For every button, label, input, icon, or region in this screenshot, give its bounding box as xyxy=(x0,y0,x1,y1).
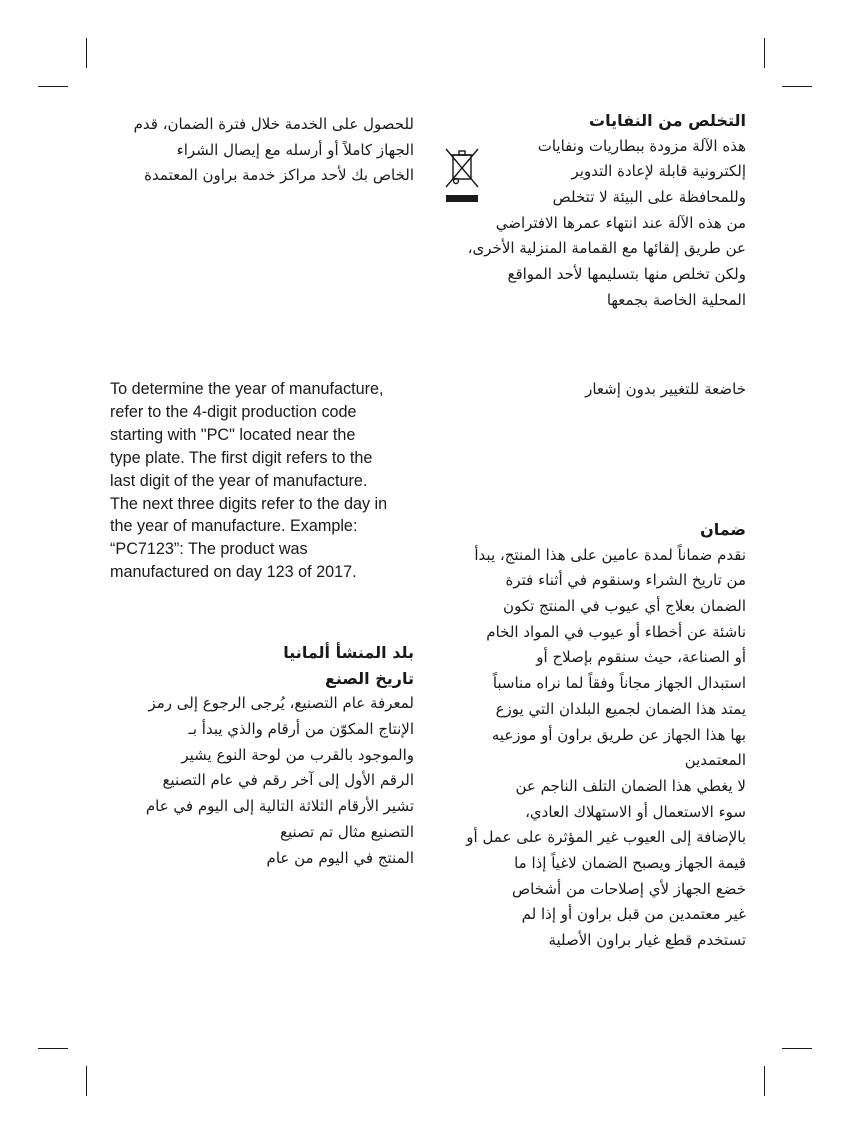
origin-section xyxy=(108,640,414,871)
warranty-title: ضمان xyxy=(700,520,746,539)
crossed-out-wheelie-bin-icon xyxy=(444,145,480,205)
manufacture-en-line: “PC7123”: The product was xyxy=(110,540,308,559)
origin-line: لمعرفة عام التصنيع، يُرجى الرجوع إلى رمز xyxy=(148,694,414,713)
disposal-title: التخلص من النفايات xyxy=(589,111,746,130)
warranty-section xyxy=(436,517,746,954)
manufacture-en-line: starting with "PC" located near the xyxy=(110,425,356,444)
origin-line: تشير الأرقام الثلاثة التالية إلى اليوم في عام xyxy=(145,797,414,816)
crop-mark xyxy=(764,38,765,68)
service-section xyxy=(108,112,414,189)
service-line: الخاص بك لأحد مراكز خدمة براون المعتمدة xyxy=(144,166,414,185)
crop-mark xyxy=(38,1048,68,1049)
warranty-line: بالإضافة إلى العيوب غير المؤثرة على عمل أو xyxy=(466,828,746,847)
warranty-line: غير معتمدين من قبل براون أو إذا لم xyxy=(521,905,746,924)
crop-mark xyxy=(782,1048,812,1049)
manufacture-en-line: To determine the year of manufacture, xyxy=(110,380,384,398)
service-line: للحصول على الخدمة خلال فترة الضمان، قدم xyxy=(133,115,414,133)
manufacture-en-line: type plate. The first digit refers to the xyxy=(110,448,373,467)
disposal-line: عن طريق إلقائها مع القمامة المنزلية الأخرى، xyxy=(467,239,746,258)
origin-line: والموجود بالقرب من لوحة النوع يشير xyxy=(181,745,414,764)
service-line: الجهاز كاملاً أو أرسله مع إيصال الشراء xyxy=(176,140,414,159)
origin-line: المنتج في اليوم من عام xyxy=(266,848,414,867)
warranty-line: نقدم ضماناً لمدة عامين على هذا المنتج، يبدأ xyxy=(474,545,746,564)
origin-date-title: تاريخ الصنع xyxy=(324,668,414,688)
crop-mark xyxy=(86,38,87,68)
crop-mark xyxy=(764,1066,765,1096)
warranty-line: أو الصناعة، حيث سنقوم بإصلاح أو xyxy=(536,648,746,667)
crop-mark xyxy=(782,86,812,87)
manufacture-en-line: last digit of the year of manufacture. xyxy=(110,471,368,490)
warranty-line: يمتد هذا الضمان لجميع البلدان التي يوزع xyxy=(495,699,746,718)
origin-country: بلد المنشأ ألمانيا xyxy=(283,643,414,662)
disposal-line: من هذه الآلة عند انتهاء عمرها الافتراضي xyxy=(495,213,746,232)
manufacture-en-line: The next three digits refer to the day in xyxy=(110,494,388,513)
warranty-line: ناشئة عن أخطاء أو عيوب في المواد الخام xyxy=(486,622,746,641)
origin-line: الرقم الأول إلى آخر رقم في عام التصنيع xyxy=(162,771,414,790)
disposal-line: ولكن تخلص منها بتسليمها لأحد المواقع xyxy=(507,265,746,284)
warranty-line: استبدال الجهاز مجاناً وفقاً لما نراه مناسباً xyxy=(492,674,746,693)
disposal-line: إلكترونية قابلة لإعادة التدوير xyxy=(571,162,746,181)
disposal-line: هذه الآلة مزودة ببطاريات ونفايات xyxy=(537,136,746,155)
manufacture-en-line: manufactured on day 123 of 2017. xyxy=(110,563,357,582)
origin-line: التصنيع مثال تم تصنيع xyxy=(279,822,414,841)
warranty-line: بها هذا الجهاز عن طريق براون أو موزعيه xyxy=(491,725,746,744)
disposal-section xyxy=(436,108,746,314)
warranty-line: الضمان بعلاج أي عيوب في المنتج تكون xyxy=(503,597,746,616)
warranty-line: قيمة الجهاز ويصبح الضمان لاغياً إذا ما xyxy=(514,853,746,872)
warranty-line: من تاريخ الشراء وسنقوم في أثناء فترة xyxy=(505,571,746,590)
manufacture-en-line: the year of manufacture. Example: xyxy=(110,517,358,536)
crop-mark xyxy=(38,86,68,87)
crop-mark xyxy=(86,1066,87,1096)
warranty-line: تستخدم قطع غيار براون الأصلية xyxy=(548,931,746,949)
manufacture-en-line: refer to the 4-digit production code xyxy=(110,402,357,421)
notice-text: خاضعة للتغيير بدون إشعار xyxy=(585,380,746,398)
origin-line: الإنتاج المكوّن من أرقام والذي يبدأ بـ xyxy=(188,720,414,739)
warranty-line: خضع الجهاز لأي إصلاحات من أشخاص xyxy=(512,879,746,898)
warranty-line: المعتمدين xyxy=(684,751,746,770)
warranty-line: لا يغطي هذا الضمان التلف الناجم عن xyxy=(515,776,746,795)
warranty-line: سوء الاستعمال أو الاستهلاك العادي، xyxy=(525,802,746,821)
disposal-line: وللمحافظة على البيئة لا تتخلص xyxy=(552,188,746,207)
manufacture-en-section xyxy=(110,378,420,584)
notice-section xyxy=(436,377,746,403)
disposal-line: المحلية الخاصة بجمعها xyxy=(606,290,746,309)
